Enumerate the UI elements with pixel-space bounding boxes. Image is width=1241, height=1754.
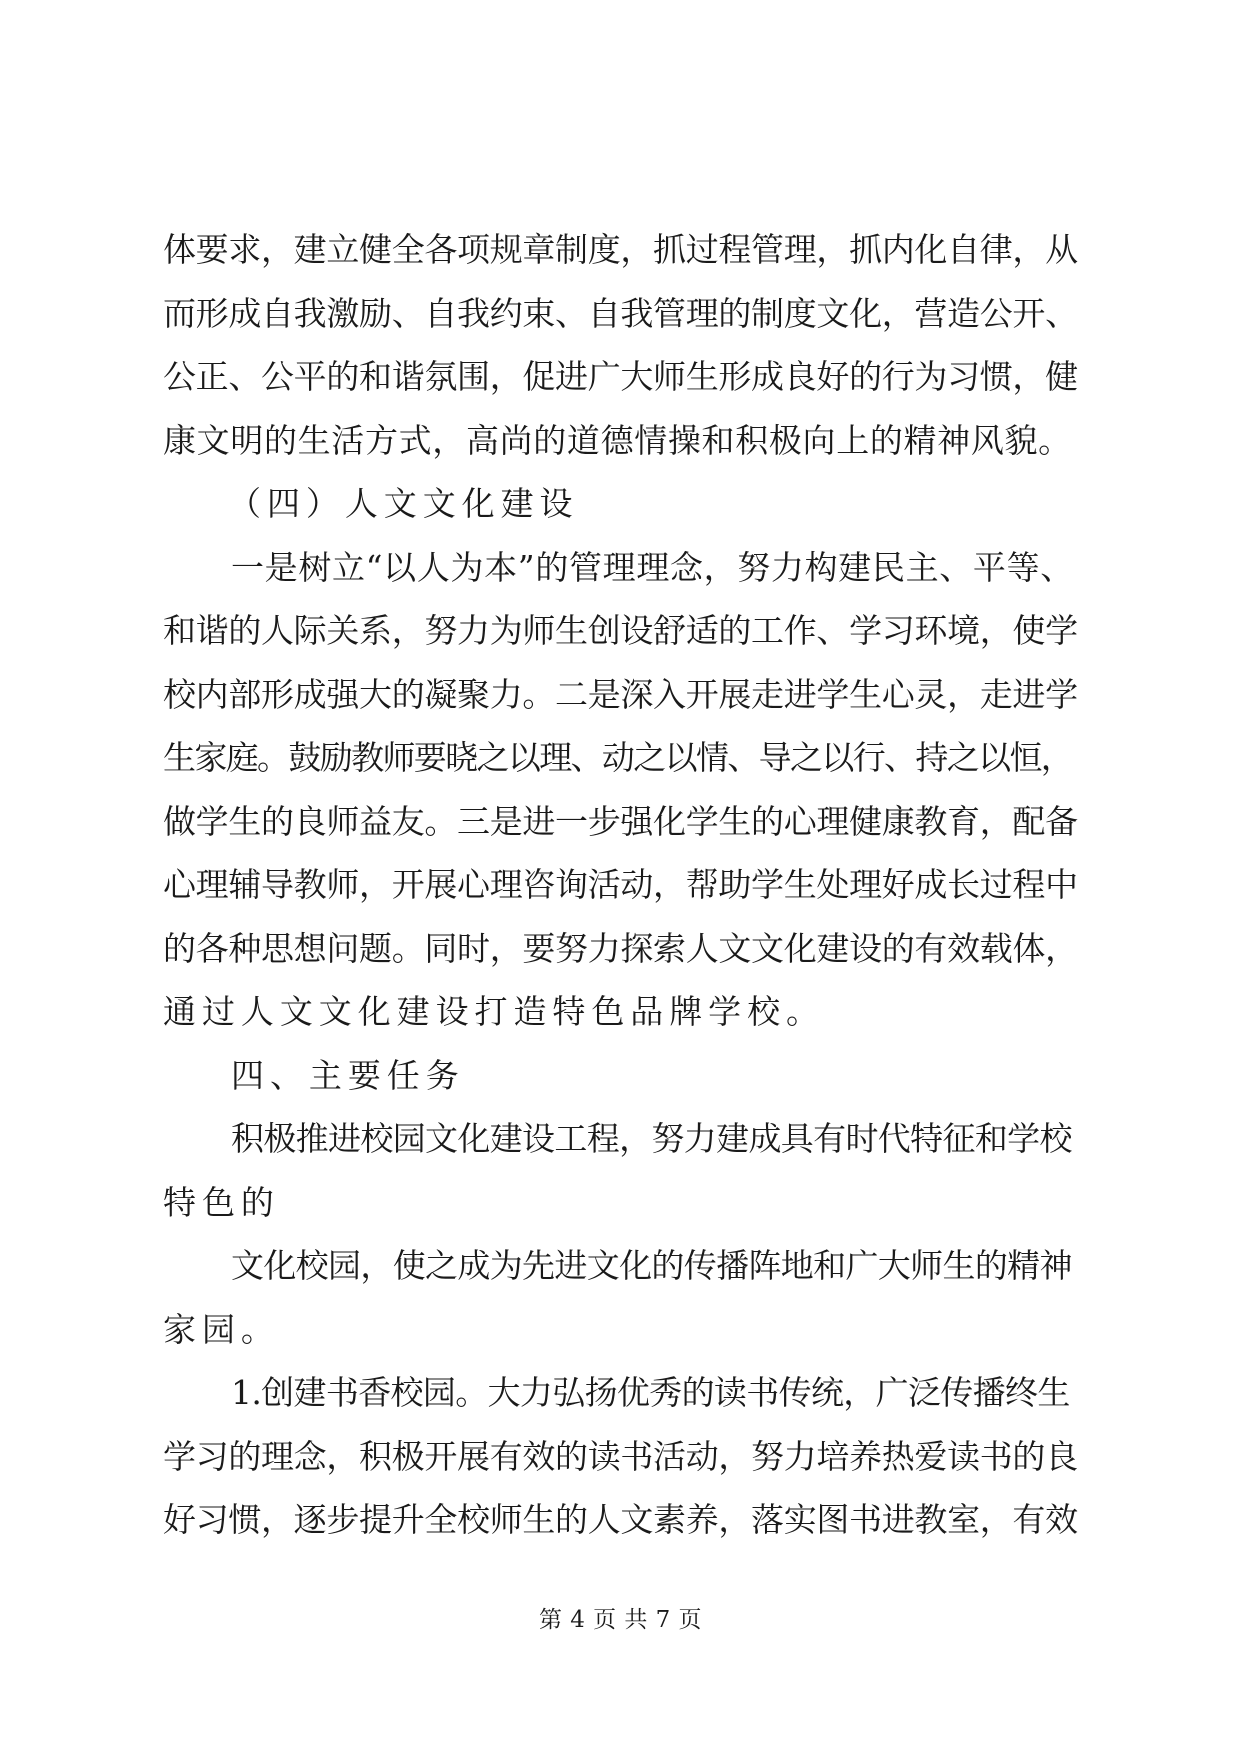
page-footer [0,1605,1241,1635]
text-line: 一是树立“以人为本”的管理理念，努力构建民主、平等、 [231,547,1074,587]
text-line: 心理辅导教师，开展心理咨询活动，帮助学生处理好成长过程中 [163,865,1078,904]
text-line: 体要求，建立健全各项规章制度，抓过程管理，抓内化自律，从 [163,230,1078,269]
text-line: 生家庭。鼓励教师要晓之以理、动之以情、导之以行、持之以恒， [163,738,1073,777]
text-line: 做学生的良师益友。三是进一步强化学生的心理健康教育，配备 [163,801,1078,841]
text-line: 学习的理念，积极开展有效的读书活动，努力培养热爱读书的良 [163,1436,1078,1476]
text-line: 好习惯，逐步提升全校师生的人文素养，落实图书进教室，有效 [163,1500,1078,1539]
text-line: 的各种思想问题。同时，要努力探索人文文化建设的有效载体， [163,928,1078,968]
text-line: 公正、公平的和谐氛围，促进广大师生形成良好的行为习惯，健 [163,357,1078,396]
text-line: 1.创建书香校园。大力弘扬优秀的读书传统，广泛传播终生 [231,1373,1070,1412]
section-heading: 四、主要任务 [231,1055,465,1095]
text-line: 特色的 [163,1182,280,1222]
text-line: 康文明的生活方式，高尚的道德情操和积极向上的精神风貌。 [163,420,1072,460]
text-line: 家园。 [163,1309,280,1349]
text-line: 和谐的人际关系，努力为师生创设舒适的工作、学习环境，使学 [163,611,1078,650]
text-line: 而形成自我激励、自我约束、自我管理的制度文化，营造公开、 [163,293,1078,333]
section-heading: （四）人文文化建设 [228,484,579,523]
text-line: 通过人文文化建设打造特色品牌学校。 [163,992,825,1031]
document-body [163,224,1078,1558]
text-line: 积极推进校园文化建设工程，努力建成具有时代特征和学校 [231,1119,1072,1158]
text-line: 校内部形成强大的凝聚力。二是深入开展走进学生心灵，走进学 [163,674,1078,714]
text-line: 文化校园，使之成为先进文化的传播阵地和广大师生的精神 [231,1246,1072,1285]
page-number-label: 第 4 页 共 7 页 [539,1607,702,1633]
